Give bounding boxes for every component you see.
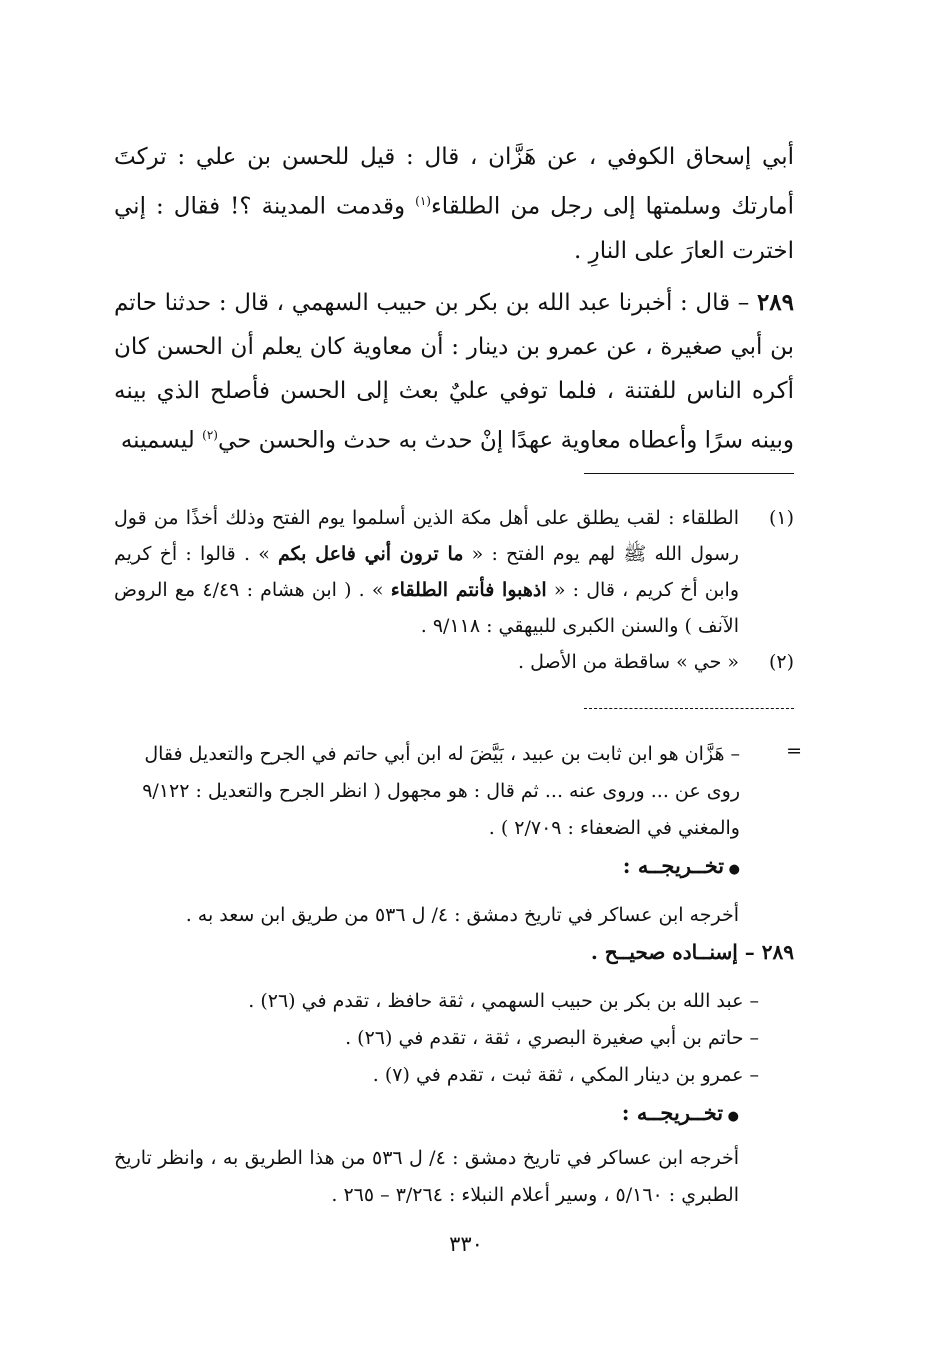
fn1-a: الطلقاء : لقب يطلق على أهل مكة الذين أسلموا يوم الفتح وذلك أخذًا من قول رسول الله ﷺ لهم يوم الفتح : « [114,507,739,565]
paragraph-1-text: أبي إسحاق الكوفي ، عن هَزَّان ، قال : قيل للحسن بن علي : تركتَ أمارتك وسلمتها إلى رجل من الطلقاء [114,144,794,220]
isnad-heading: ٢٨٩ – إسنــاده صحيــح . [590,940,794,964]
footnote-2-text: « حي » ساقطة من الأصل . [518,651,739,673]
takhrij-1-text: أخرجه ابن عساكر في تاريخ دمشق : ٤/ ل ٥٣٦ من طريق ابن سعد به . [185,904,739,926]
commentary-separator [584,708,794,709]
footnote-1-text [114,500,739,644]
narrator-3: – عمرو بن دينار المكي ، ثقة ثبت ، تقدم في (٧) . [372,1064,759,1086]
footnote-1-marker: (١) [768,507,794,529]
footnote-2-marker: (٢) [768,651,794,673]
paragraph-1 [114,135,794,273]
paragraph-289 [114,281,794,463]
fn1-c: » . قالوا : أخ كريم وابن أخ كريم ، قال : « [114,543,739,601]
narrator-note: – هَزَّان هو ابن ثابت بن عبيد ، بَيَّضَ له ابن أبي حاتم في الجرح والتعديل فقال روى عن ... وروى عنه ... ثم قال : هو مجهول ( انظر الجرح والتعديل : ٩/١٢٢ والمغني في الضعفاء : ٢/٧٠٩ ) . [142,743,740,839]
takhrij-heading-1-text: تخــريجــه : [622,853,725,878]
footnote-1 [114,500,794,644]
footnote-2 [114,644,794,680]
narrator-1: – عبد الله بن بكر بن حبيب السهمي ، ثقة حافظ ، تقدم في (٢٦) . [248,990,759,1012]
footnote-ref-1: (١) [415,194,431,208]
takhrij-heading-1: ● تخــريجــه : [622,853,740,878]
takhrij-2 [114,1140,794,1214]
fn1-quote-1: ما ترون أني فاعل بكم [278,543,464,565]
footnote-separator [584,473,794,474]
main-text [114,135,794,462]
takhrij-heading-2-text: تخــريجــه : [621,1100,724,1125]
fn1-d: » . ( ابن هشام : ٤/٤٩ مع الروض الآنف ) والسنن الكبرى للبيهقي : ٩/١١٨ . [114,579,739,637]
footnotes [114,500,794,680]
takhrij-1 [114,897,794,971]
takhrij-2-text: أخرجه ابن عساكر في تاريخ دمشق : ٤/ ل ٥٣٦ من هذا الطريق به ، وانظر تاريخ الطبري : ٥/١٦٠ ، وسير أعلام النبلاء : ٣/٢٦٤ – ٢٦٥ . [114,1147,739,1206]
fn1-quote-2: اذهبوا فأنتم الطلقاء [390,579,547,601]
narrator-2: – حاتم بن أبي صغيرة البصري ، ثقة ، تقدم في (٢٦) . [345,1027,759,1049]
takhrij-heading-2: ● تخــريجــه : [621,1100,739,1125]
continuation-marker: = [786,740,802,762]
hadith-number: ٢٨٩ [756,288,794,316]
paragraph-1-end: وقدمت المدينة ؟! فقال : إني اخترت العارَ على النارِ . [114,193,794,264]
paragraph-289-text: – قال : أخبرنا عبد الله بن بكر بن حبيب السهمي ، قال : حدثنا حاتم بن أبي صغيرة ، عن عمرو بن دينار : أن معاوية كان يعلم أن الحسن كان أكره الناس للفتنة ، فلما توفي عليٌ بعث إلى الحسن فأصلح الذي بينه وبينه سرًا وأعطاه معاوية عهدًا إنْ حدث به حدث والحسن حي [114,289,794,454]
page-number: ٣٣٠ [449,1232,483,1256]
paragraph-289-end: ليسمينه [120,427,203,454]
narrators-list [114,983,794,1135]
footnote-ref-2: (٢) [202,427,218,442]
commentary [114,736,740,888]
